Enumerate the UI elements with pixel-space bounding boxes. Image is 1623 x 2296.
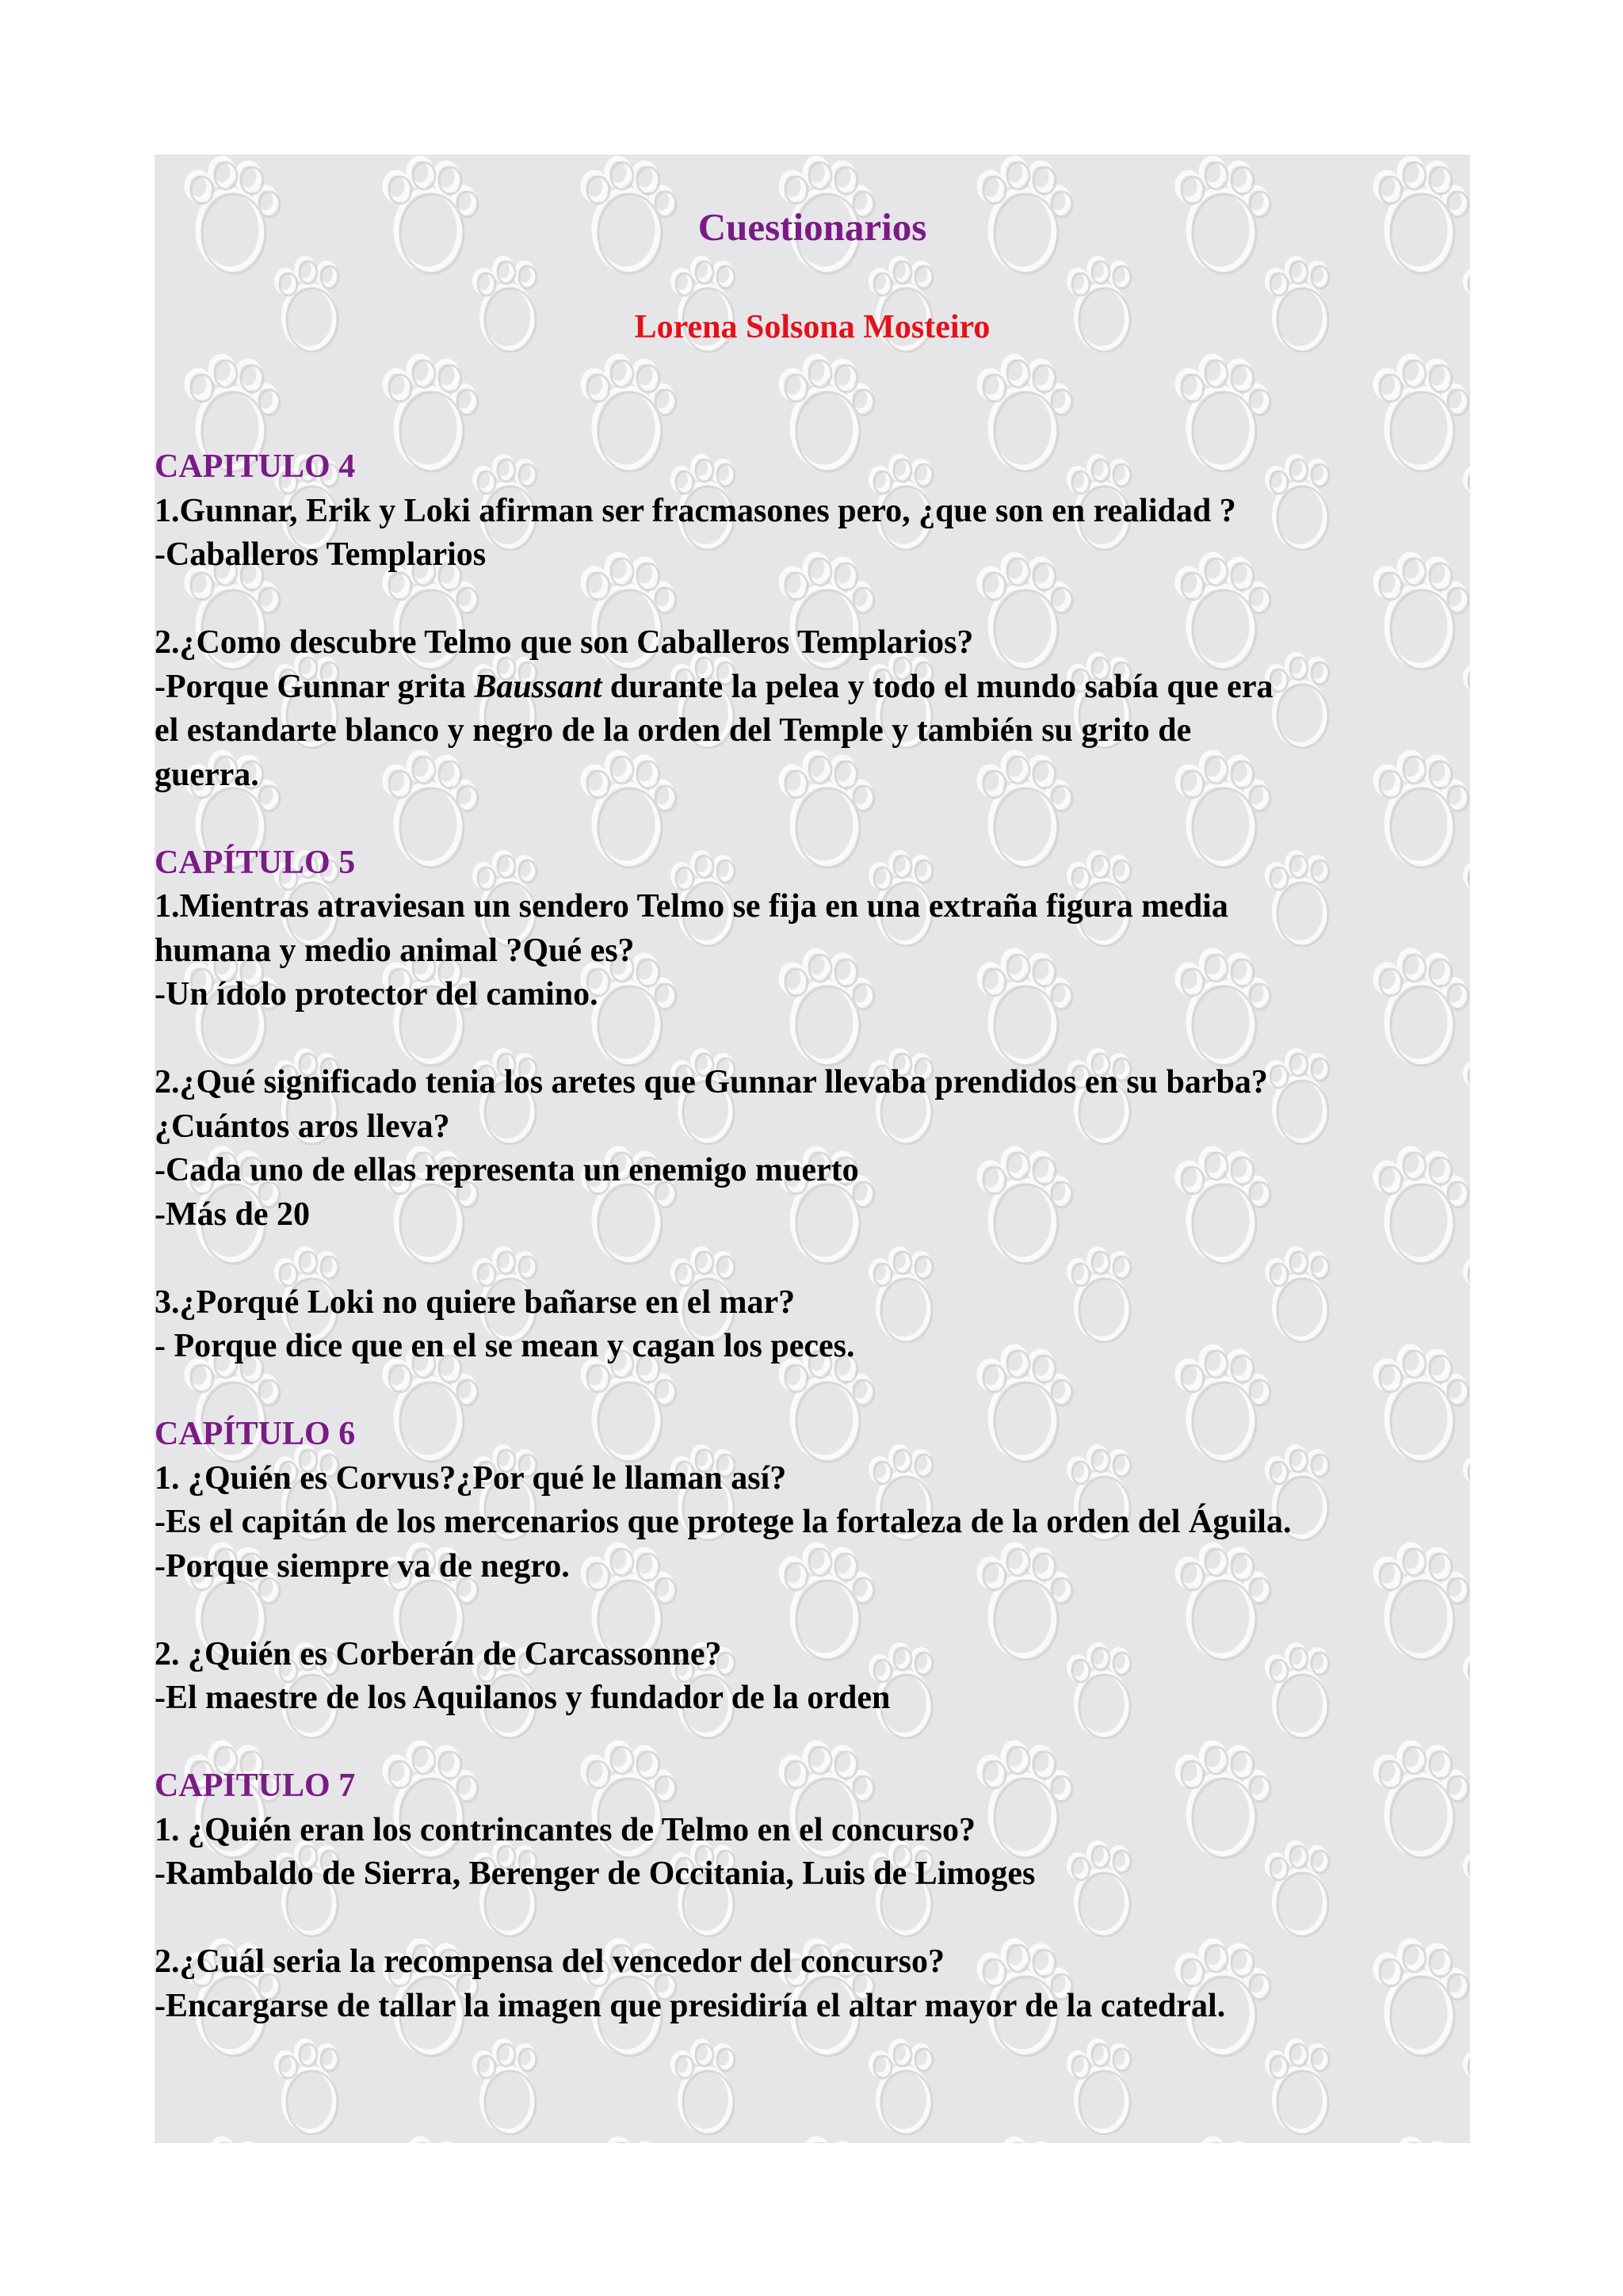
spacer: [155, 1589, 1470, 1633]
answer-text: -Encargarse de tallar la imagen que presidiría el altar mayor de la catedral.: [155, 1987, 1226, 2024]
question-text: 1.Gunnar, Erik y Loki afirman ser fracmasones pero, ¿que son en realidad ?: [155, 492, 1236, 529]
question-text: 1.Mientras atraviesan un sendero Telmo se fija en una extraña figura media: [155, 888, 1228, 925]
chapter-heading: CAPITULO 7: [155, 1768, 356, 1804]
answer-intro: -Porque Gunnar grita: [155, 668, 475, 705]
question-text: 2.¿Como descubre Telmo que son Caballeros Templarios?: [155, 624, 974, 661]
answer-text: el estandarte blanco y negro de la orden del Temple y también su grito de: [155, 712, 1192, 749]
answer-text: -Cada uno de ellas representa un enemigo muerto: [155, 1152, 859, 1188]
questionnaire-body: [155, 445, 1470, 2028]
spacer: [155, 1897, 1470, 1941]
chapter-5-section: [155, 841, 1470, 1413]
answer-text: -Porque siempre va de negro.: [155, 1547, 570, 1585]
answer-rest: durante la pelea y todo el mundo sabía que era: [601, 668, 1274, 705]
spacer: [155, 1721, 1470, 1765]
answer-text: -Caballeros Templarios: [155, 536, 487, 573]
document-title: Cuestionarios: [697, 205, 927, 249]
spacer: [155, 797, 1470, 841]
answer-text: guerra.: [155, 756, 259, 793]
answer-text: -El maestre de los Aquilanos y fundador de la orden: [155, 1680, 891, 1716]
chapter-heading: CAPITULO 4: [155, 448, 356, 485]
question-text: 2.¿Qué significado tenia los aretes que Gunnar llevaba prendidos en su barba?: [155, 1064, 1268, 1100]
chapter-4-section: [155, 445, 1470, 841]
answer-text: -Más de 20: [155, 1196, 310, 1233]
document-page: [155, 154, 1470, 2143]
question-text: 3.¿Porqué Loki no quiere bañarse en el mar?: [155, 1283, 796, 1321]
answer-text: -Es el capitán de los mercenarios que protege la fortaleza de la orden del Águila.: [155, 1504, 1292, 1540]
question-text: ¿Cuántos aros lleva?: [155, 1108, 450, 1145]
spacer: [155, 1017, 1470, 1062]
spacer: [155, 1237, 1470, 1281]
question-text: 2.¿Cuál seria la recompensa del vencedor del concurso?: [155, 1943, 945, 1980]
answer-emphasis: Baussant: [474, 668, 602, 705]
chapter-heading: CAPÍTULO 5: [155, 844, 356, 881]
question-text: 1. ¿Quién es Corvus?¿Por qué le llaman así?: [155, 1459, 787, 1497]
chapter-heading: CAPÍTULO 6: [155, 1416, 356, 1452]
answer-text: -Rambaldo de Sierra, Berenger de Occitania, Luis de Limoges: [155, 1855, 1036, 1892]
spacer: [155, 578, 1470, 622]
answer-text: -Un ídolo protector del camino.: [155, 976, 598, 1013]
question-text: humana y medio animal ?Qué es?: [155, 932, 635, 969]
chapter-7-section: [155, 1764, 1470, 2028]
answer-text: - Porque dice que en el se mean y cagan los peces.: [155, 1328, 855, 1364]
question-text: 1. ¿Quién eran los contrincantes de Telmo en el concurso?: [155, 1811, 976, 1848]
question-text: 2. ¿Quién es Corberán de Carcassonne?: [155, 1635, 722, 1672]
spacer: [155, 1369, 1470, 1413]
answer-text: [155, 666, 1470, 710]
document-author: Lorena Solsona Mosteiro: [634, 309, 991, 345]
chapter-6-section: [155, 1413, 1470, 1764]
